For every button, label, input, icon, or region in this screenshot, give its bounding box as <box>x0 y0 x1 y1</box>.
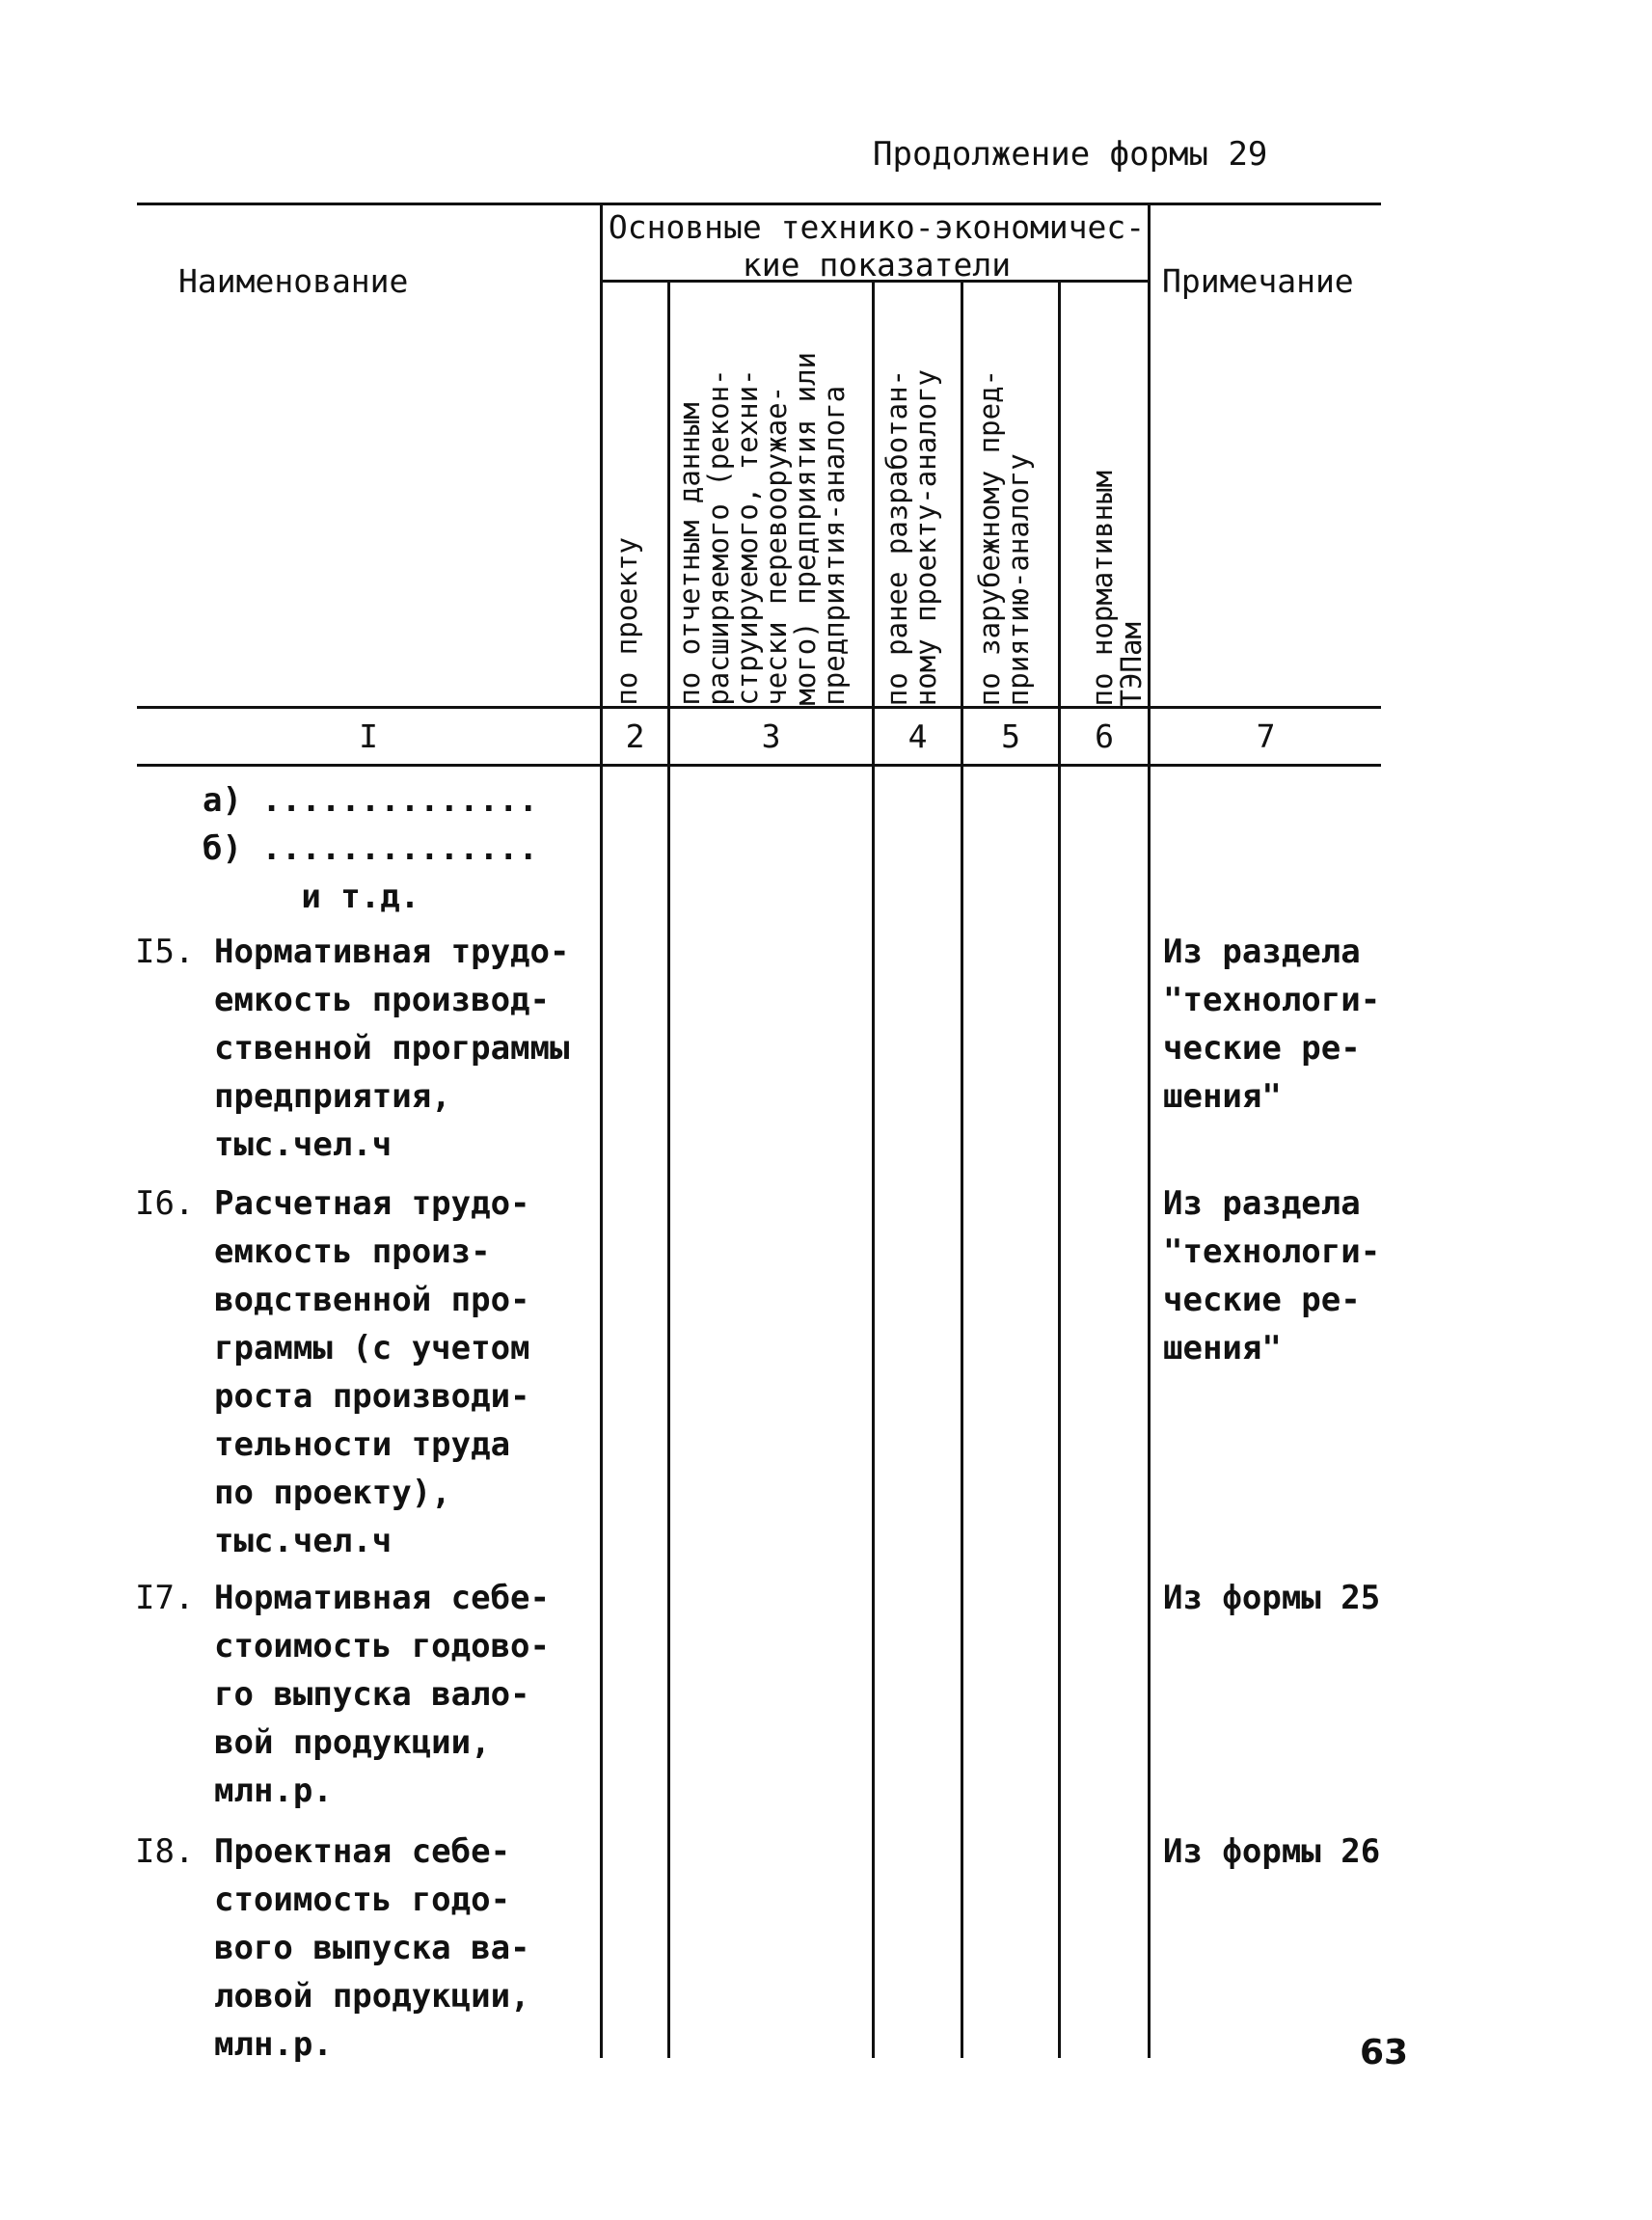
header-note: Примечание <box>1162 262 1354 300</box>
form-caption: Продолжение формы 29 <box>873 135 1268 174</box>
header-top-rule <box>137 203 1381 205</box>
row-name: а) .............. б) .............. и т.д. <box>203 781 538 916</box>
row-number: I8. <box>135 1832 195 1871</box>
row-note: Из формы 26 <box>1163 1832 1381 1871</box>
subcol-header-4: по ранее разработан- ному проекту-аналогу <box>880 368 942 706</box>
subcol-header-cell-6 <box>1061 283 1148 706</box>
column-number-6: 6 <box>1095 717 1114 755</box>
subcol-header-5: по зарубежному пред- приятию-аналогу <box>973 368 1035 706</box>
subcol-header-6: по нормативным ТЭПам <box>1086 470 1148 706</box>
column-number-2: 2 <box>625 717 645 755</box>
row-number: I5. <box>135 933 195 971</box>
subcol-header-cell-5 <box>963 283 1058 706</box>
row-name: Проектная себе- стоимость годо- вого выпуска ва- ловой продукции, млн.р. <box>214 1832 530 2064</box>
row-name: Расчетная трудо- емкость произ- водственной про- граммы (с учетом роста производи- тельности труда по проекту), тыс.чел.ч <box>214 1184 530 1560</box>
colnum-bottom-rule <box>137 764 1381 767</box>
column-number-3: 3 <box>761 717 781 755</box>
row-name: Нормативная себе- стоимость годово- го выпуска вало- вой продукции, млн.р. <box>214 1579 550 1810</box>
page-number: 63 <box>1360 2033 1409 2072</box>
column-number-7: 7 <box>1256 717 1276 755</box>
row-name: Нормативная трудо- емкость производ- ственной программы предприятия, тыс.чел.ч <box>214 933 570 1164</box>
row-note: Из раздела "технологи- ческие ре- шения" <box>1163 1184 1381 1367</box>
subcol-header-cell-4 <box>875 283 961 706</box>
column-number-4: 4 <box>907 717 928 755</box>
subcol-header-cell-2 <box>603 283 667 706</box>
column-number-1: I <box>359 717 378 755</box>
header-name: Наименование <box>178 262 409 300</box>
row-number: I7. <box>135 1579 195 1617</box>
header-bottom-rule <box>137 706 1381 709</box>
col-divider-6 <box>1148 203 1151 2058</box>
subcol-header-2: по проекту <box>610 537 643 706</box>
subcol-header-3: по отчетным данным расширяемого (рекон- струируемого, техни- чески перевооружае- мого) предприятия или предприятия-аналога <box>673 352 851 706</box>
row-note: Из формы 25 <box>1163 1579 1381 1617</box>
row-number: I6. <box>135 1184 195 1223</box>
subcol-header-cell-3 <box>670 283 872 706</box>
row-note: Из раздела "технологи- ческие ре- шения" <box>1163 933 1381 1116</box>
column-number-5: 5 <box>1001 717 1020 755</box>
header-group: Основные технико-экономичес- кие показатели <box>608 208 1146 284</box>
